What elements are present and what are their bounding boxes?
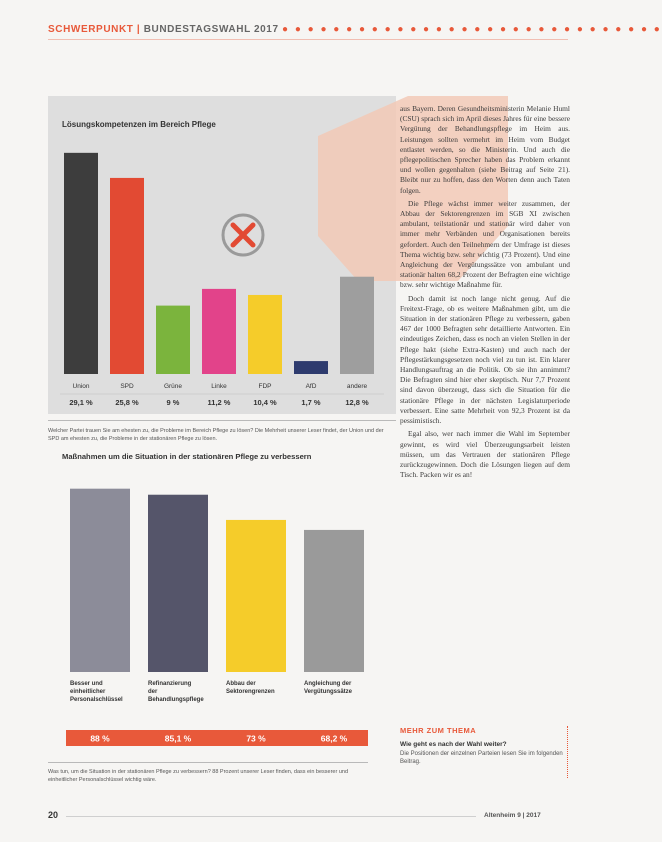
related-topic-question[interactable]: Wie geht es nach der Wahl weiter? (400, 741, 507, 748)
chart1-value-label-5: 1,7 % (301, 398, 321, 407)
chart1-bar-0 (64, 153, 98, 374)
chart1-category-label-3: Linke (211, 383, 227, 390)
chart1-category-label-6: andere (346, 383, 368, 390)
header-section: SCHWERPUNKT (48, 24, 134, 35)
chart1-value-label-1: 25,8 % (115, 398, 139, 407)
header-topic: BUNDESTAGSWAHL 2017 (143, 24, 279, 35)
ballot-box-icon (220, 212, 266, 258)
related-topic-dotted-border (567, 726, 568, 778)
chart1-caption: Welcher Partei trauen Sie am ehesten zu, die Probleme im Bereich Pflege zu lösen? Die Mehrheit unserer Leser findet, der Union und der SPD am ehesten zu, die Probleme in der stationären Pflege zu lösen. (48, 428, 384, 442)
chart1-category-label-5: AfD (305, 383, 317, 390)
chart1-value-label-2: 9 % (166, 398, 180, 407)
chart2-value-label-1: 85,1 % (164, 733, 192, 744)
chart2-bar-1 (148, 495, 208, 672)
header-rule (48, 39, 568, 40)
chart2-title: Maßnahmen um die Situation in der stationären Pflege zu verbessern (62, 452, 312, 461)
chart2-category-label-2: Abbau der Sektorengrenzen (226, 681, 275, 695)
header-dot-leader: ● ● ● ● ● ● ● ● ● ● ● ● ● ● ● ● ● ● ● ● ● ● ● ● ● ● ● ● ● ● (282, 24, 662, 35)
chart1-value-label-4: 10,4 % (253, 398, 277, 407)
chart2-caption: Was tun, um die Situation in der stationären Pflege zu verbessern? 88 Prozent unserer Leser finden, dass ein besserer und einheitlicher Personalschlüssel wichtig wäre. (48, 769, 349, 783)
header-separator: | (136, 24, 141, 35)
section-header (48, 24, 662, 38)
chart2-category-label-1: Refinanzierung der Behandlungspflege (148, 681, 204, 703)
chart2-plot (48, 446, 368, 746)
chart1-bar-6 (340, 277, 374, 374)
chart1-value-label-0: 29,1 % (69, 398, 93, 407)
chart2-value-label-2: 73 % (246, 733, 266, 744)
chart1-value-label-6: 12,8 % (345, 398, 369, 407)
related-topic-box (400, 726, 568, 778)
chart2-bar-3 (304, 530, 364, 672)
chart2-value-label-3: 68,2 % (320, 733, 348, 744)
chart1-title: Lösungskompetenzen im Bereich Pflege (62, 120, 216, 129)
chart1-caption-rule (48, 420, 396, 421)
chart1-category-label-1: SPD (120, 383, 134, 390)
article-paragraph: aus Bayern. Deren Gesundheitsministerin Melanie Huml (CSU) sprach sich im April dieses Jahres für eine bessere Vergütung der Behandlungspflege im Heim aus. Leistungen sollten vermehrt im Heim vom Budget entlastet werden, so die Ministerin. Und auch die pflegepolitischen Sprecher haben das Problem erkannt und wollen gegenhalten (siehe Beitrag auf Seite 21). Bleibt nur zu hoffen, dass den Worten denn auch Taten folgen. (400, 104, 570, 195)
chart1-category-label-2: Grüne (163, 383, 183, 390)
related-topic-text: Die Positionen der einzelnen Parteien lesen Sie im folgenden Beitrag. (400, 751, 563, 765)
chart2-category-label-3: Angleichung der Vergütungssätze (304, 681, 353, 695)
chart2-category-label-0: Besser und einheitlicher Personalschlüssel (70, 681, 123, 703)
chart1-bar-3 (202, 289, 236, 374)
chart2-bar-0 (70, 489, 130, 672)
article-paragraph: Doch damit ist noch lange nicht genug. Auf die Freitext-Frage, ob es weitere Maßnahmen gibt, um die Situation in der stationären Pflege zu verbessern, gaben 467 der 1000 Befragten sehr detaillierte Antworten. Ein eindeutiges Zeichen, dass es noch an vielen Stellen in der Pflege hakt (siehe Extra-Kasten) und auch nach der Pflegestärkungsgesetzen noch viel zu tun ist. Ein klarer Handlungsauftrag an die Politik. Ob sie ihn annimmt? Die Befragten sind hier eher skeptisch. Nur 7,7 Prozent sind davon überzeugt, dass sich die Situation für die stationäre Pflege in der nächsten Legislaturperiode verbessert. Eine satte Mehrheit von 92,3 Prozent ist da pessimistisch. (400, 293, 570, 426)
article-paragraph: Die Pflege wächst immer weiter zusammen, der Abbau der Sektorengrenzen im SGB XI zwischen ambulant, teilstationär und stationär wird daher von immer mehr Verbänden und Organisationen bereits gefordert. Auch den Teilnehmern der Umfrage ist dieses Thema wichtig bzw. sehr wichtig (73 Prozent). Und eine Angleichung der Vergütungssätze von ambulant und stationär halten 68,2 Prozent der Befragten eine wichtige bzw. sehr wichtige Maßnahme für. (400, 198, 570, 290)
chart1-bar-4 (248, 295, 282, 374)
chart1-category-label-4: FDP (258, 383, 272, 390)
chart2-caption-rule (48, 762, 368, 763)
chart2-bar-2 (226, 520, 286, 672)
footer-rule (66, 816, 476, 817)
article-paragraph: Egal also, wer nach immer die Wahl im September gewinnt, es wird viel Überzeugungsarbeit leisten müssen, um das Vertrauen der stationären Pflege zurückzugewinnen. Doch die Lösungen liegen auf dem Tisch. Packen wir es an! (400, 429, 570, 480)
page-number: 20 (48, 810, 59, 820)
chart1-bar-5 (294, 361, 328, 374)
magazine-issue: Altenheim 9 | 2017 (484, 812, 541, 819)
article-column (400, 104, 570, 483)
chart1-category-label-0: Union (72, 383, 90, 390)
chart1-bar-2 (156, 306, 190, 374)
chart2-value-label-0: 88 % (90, 733, 110, 744)
related-topic-title: MEHR ZUM THEMA (400, 726, 477, 735)
chart1-bar-1 (110, 178, 144, 374)
chart1-value-label-3: 11,2 % (207, 398, 231, 407)
